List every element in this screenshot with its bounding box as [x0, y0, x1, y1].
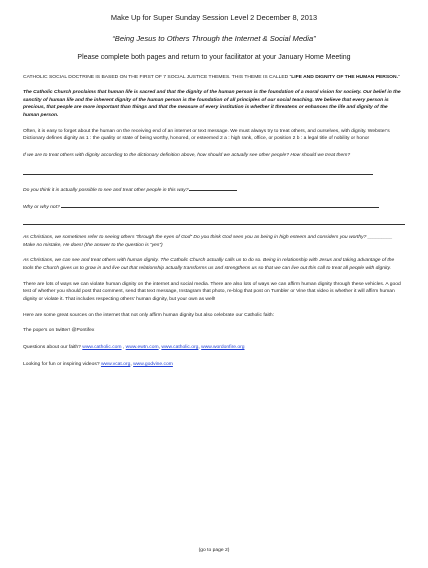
human-dignity-paragraph: As Christians, we can see and treat others with human dignity. The Catholic Church actually calls us to do so. Being in relationship with Jesus and taking advantage of the tools the Church gives us to grow in and live out that relationship actually transforms us and strengthens us so that we can live out this call to treat all people with dignity. — [23, 258, 395, 272]
question-3: Why or why not? — [23, 205, 60, 211]
link-godvine-com[interactable]: www.godvine.com — [133, 361, 173, 367]
intro-text: CATHOLIC SOCIAL DOCTRINE IS BASED ON THE FIRST OF 7 SOCIAL JUSTICE THEMES. THIS THEME IS CALLED “ — [23, 75, 292, 81]
answer-line-1[interactable] — [23, 174, 373, 175]
videos-label: Looking for fun or inspiring videos? — [23, 361, 101, 367]
video-links-row: Looking for fun or inspiring videos? www.vcat.org, www.godvine.com — [23, 361, 173, 367]
session-line: Make Up for Super Sunday Session Level 2 December 8, 2013 — [110, 13, 318, 22]
dignity-definition: Often, it is easy to forget about the human on the receiving end of an internet or text message. We must always try to treat others, and ourselves, with dignity. Webster’s Dictionary defines dignity as 1 : the quality or state of being worthy, honored, or esteemed 2 a : high rank, office, or position 2 b : a legal title of nobility or honor — [23, 128, 390, 142]
instructions: Please complete both pages and return to your facilitator at your January Home Meeting — [77, 53, 351, 61]
document-title: “Being Jesus to Others Through the Internet & Social Media” — [112, 33, 316, 43]
intro-theme: LIFE AND DIGNITY OF THE HUMAN PERSON. — [291, 75, 398, 81]
eyes-of-god-paragraph: As Christians, we sometimes refer to seeing others “through the eyes of God” Do you think God sees you as being in high esteem and considers you worthy? _________ Make no mistake, He does! (the answer to the question is “yes”) — [23, 235, 393, 248]
intro-close: ” — [397, 75, 400, 81]
answer-line-3[interactable] — [23, 224, 405, 225]
sources-intro: Here are some great sources on the internet that not only affirm human dignity but also celebrate our Catholic faith: — [23, 312, 275, 318]
link-catholic-org[interactable]: www.catholic.org — [161, 345, 199, 351]
question-2-row — [23, 185, 405, 195]
faith-links-row: Questions about our faith? www.catholic.com , www.ewtn.com, www.catholic.org, www.wordonfire.org — [23, 345, 245, 351]
document-page — [0, 14, 428, 568]
question-2: Do you think it is actually possible to see and treat other people in this way? — [23, 187, 189, 193]
intro-paragraph — [23, 74, 405, 82]
question-3-row — [23, 202, 405, 212]
ways-paragraph: There are lots of ways we can violate human dignity on the internet and social media. There are also lots of ways we can affirm human dignity through these vehicles. A good test of whether you should post that comment, send that text message, Instagram that photo, re-blog that post on Tumbler or Vine that video is whether it will affirm human dignity or violate it. That includes respecting others’ human dignity, but your own as well! — [23, 281, 401, 303]
answer-blank-3[interactable] — [61, 202, 379, 208]
link-vcat-org[interactable]: www.vcat.org — [100, 361, 131, 367]
link-catholic-com[interactable]: www.catholic.com — [82, 345, 122, 351]
faith-label: Questions about our faith? — [23, 345, 83, 351]
link-ewtn-com[interactable]: www.ewtn.com — [125, 345, 159, 351]
page-footer: (go to page 2) — [198, 548, 230, 553]
teaching-paragraph: The Catholic Church proclaims that human life is sacred and that the dignity of the human person is the foundation of a moral vision for society. Our belief in the sanctity of human life and the inherent dignity of the human person is the foundation of all principles of our social teaching. We believe that every person is precious, that people are more important than things and that the measure of every institution is whether it threatens or enhances the life and dignity of the human person. — [23, 90, 401, 119]
question-1: If we are to treat others with dignity according to the dictionary definition above, how should we actually see other people? How should we treat them? — [23, 153, 351, 159]
link-wordonfire-org[interactable]: www.wordonfire.org — [201, 345, 245, 351]
answer-blank-2[interactable] — [189, 185, 237, 191]
pope-twitter: The pope’s on twitter! @Pontifex — [23, 328, 95, 334]
